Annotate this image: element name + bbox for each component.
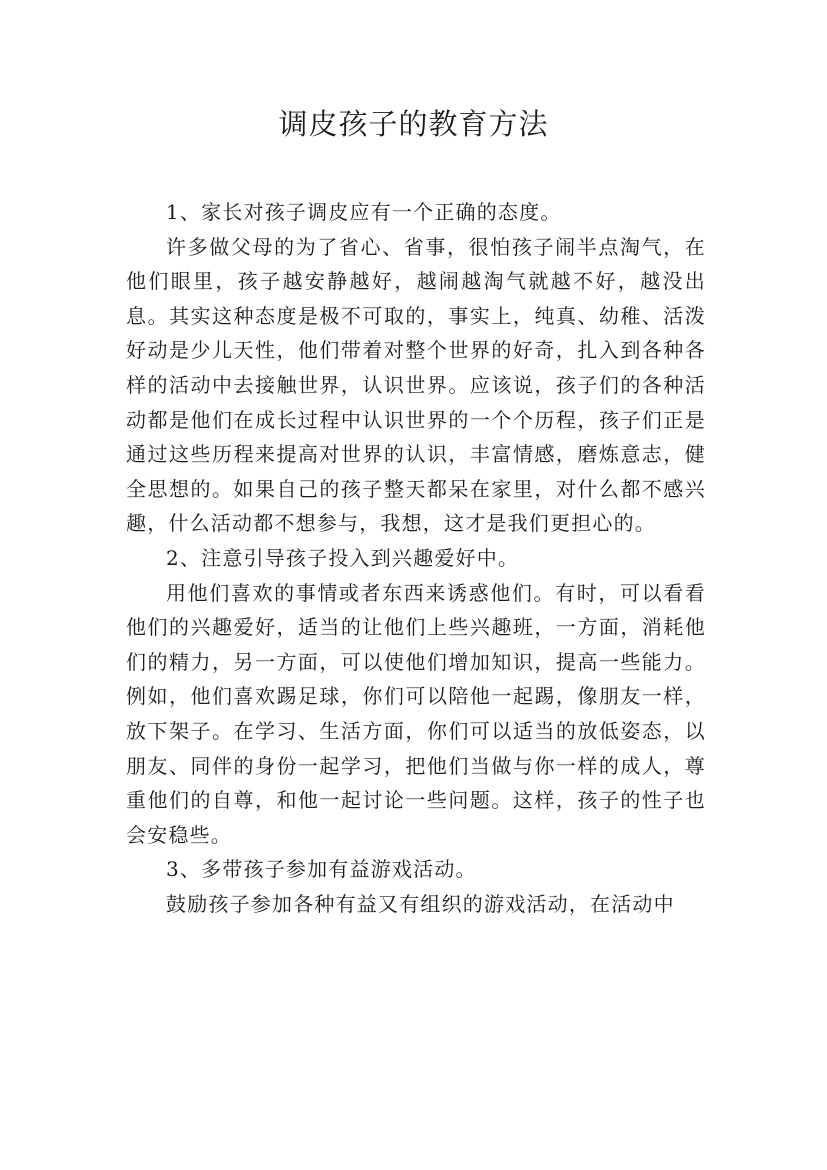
section-1-paragraph: 许多做父母的为了省心、省事，很怕孩子闹半点淘气，在他们眼里，孩子越安静越好，越闹越淘气就越不好，越没出息。其实这种态度是极不可取的，事实上，纯真、幼稚、活泼好动是少儿天性，他们带着对整个世界的好奇，扎入到各种各样的活动中去接触世界，认识世界。应该说，孩子们的各种活动都是他们在成长过程中认识世界的一个个历程，孩子们正是通过这些历程来提高对世界的认识，丰富情感，磨炼意志，健全思想的。如果自己的孩子整天都呆在家里，对什么都不感兴趣，什么活动都不想参与，我想，这才是我们更担心的。 (126, 234, 706, 536)
section-1-heading: 1、家长对孩子调皮应有一个正确的态度。 (166, 200, 562, 224)
section-2-heading: 2、注意引导孩子投入到兴趣爱好中。 (166, 545, 520, 570)
section-3-paragraph: 鼓励孩子参加各种有益又有组织的游戏活动，在活动中 (166, 891, 675, 916)
section-3-heading: 3、多带孩子参加有益游戏活动。 (166, 857, 477, 882)
section-2-paragraph: 用他们喜欢的事情或者东西来诱惑他们。有时，可以看看他们的兴趣爱好，适当的让他们上些兴趣班，一方面，消耗他们的精力，另一方面，可以使他们增加知识，提高一些能力。例如，他们喜欢踢足球，你们可以陪他一起踢，像朋友一样，放下架子。在学习、生活方面，你们可以适当的放低姿态，以朋友、同伴的身份一起学习，把他们当做与你一样的成人，尊重他们的自尊，和他一起讨论一些问题。这样，孩子的性子也会安稳些。 (126, 580, 706, 847)
document-title: 调皮孩子的教育方法 (278, 107, 549, 141)
document-body (126, 195, 706, 921)
